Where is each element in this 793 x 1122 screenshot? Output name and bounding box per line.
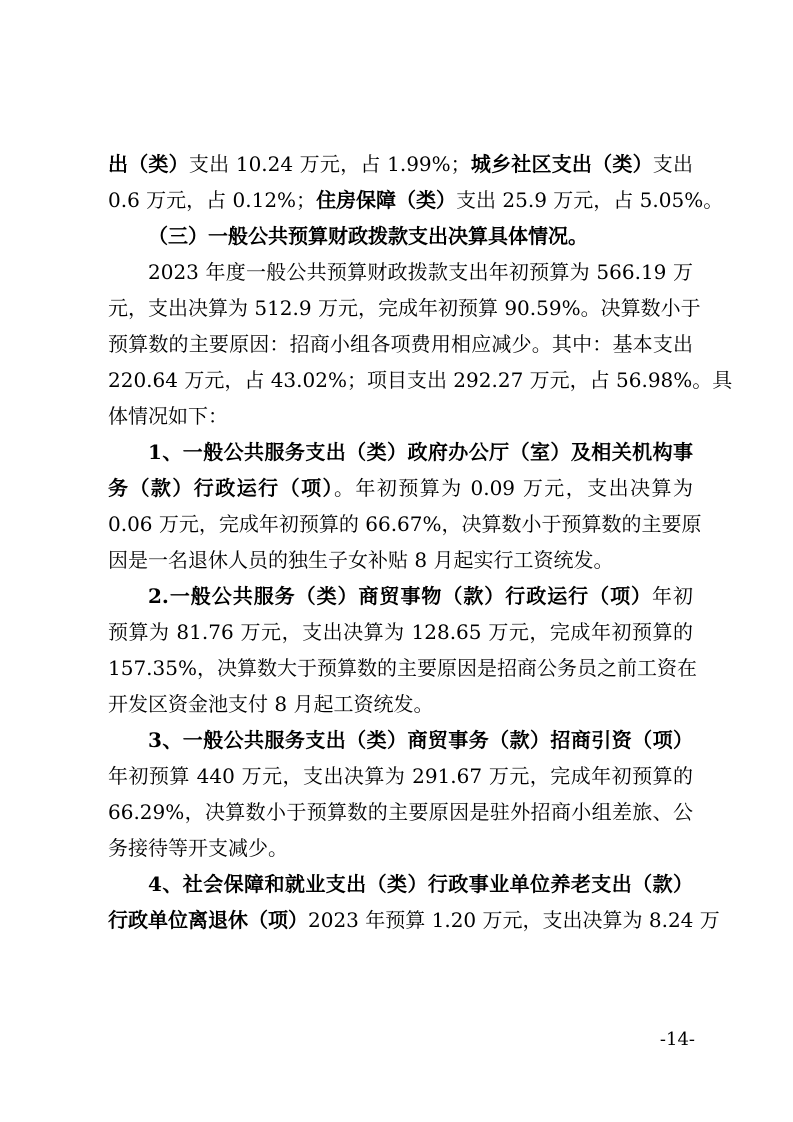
text-segment: 支出 25.9 万元，占 5.05%。 — [456, 188, 724, 212]
text-line — [108, 578, 693, 614]
text-line — [108, 290, 701, 326]
page-number: -14- — [659, 1029, 695, 1050]
text-line — [108, 218, 693, 254]
bold-text-segment: （三）一般公共预算财政拨款支出决算具体情况。 — [148, 224, 588, 248]
text-line — [108, 434, 693, 470]
text-line — [108, 470, 693, 506]
bold-text-segment: 1、一般公共服务支出（类）政府办公厅（室）及相关机构事 — [148, 440, 693, 464]
text-segment: 预算为 81.76 万元，支出决算为 128.65 万元，完成年初预算的 — [108, 620, 693, 644]
text-segment: 元，支出决算为 512.9 万元，完成年初预算 90.59%。决算数小于 — [108, 296, 701, 320]
text-segment: 因是一名退休人员的独生子女补贴 8 月起实行工资统发。 — [108, 548, 614, 572]
text-segment: 66.29%，决算数小于预算数的主要原因是驻外招商小组差旅、公 — [108, 800, 693, 824]
text-line — [108, 146, 693, 182]
text-segment: 预算数的主要原因：招商小组各项费用相应减少。其中：基本支出 — [108, 332, 693, 356]
text-line — [108, 326, 693, 362]
document-body — [108, 146, 733, 938]
text-segment: 。年初预算为 0.09 万元，支出决算为 — [333, 476, 694, 500]
text-line — [108, 254, 693, 290]
text-segment: 支出 — [652, 152, 694, 176]
text-line — [108, 902, 720, 938]
bold-text-segment: 4、社会保障和就业支出（类）行政事业单位养老支出（款） — [148, 872, 693, 896]
text-segment: 0.6 万元，占 0.12%； — [108, 188, 317, 212]
text-segment: 0.06 万元，完成年初预算的 66.67%，决算数小于预算数的主要原 — [108, 512, 702, 536]
bold-text-segment: 出（类） — [108, 152, 189, 176]
bold-text-segment: 住房保障（类） — [316, 188, 457, 212]
text-line — [108, 650, 697, 686]
text-line — [108, 866, 693, 902]
text-line — [108, 686, 693, 722]
text-segment: 157.35%，决算数大于预算数的主要原因是招商公务员之前工资在 — [108, 656, 697, 680]
text-line — [108, 794, 693, 830]
text-segment: 年初 — [652, 584, 693, 608]
text-segment: 2023 年度一般公共预算财政拨款支出年初预算为 566.19 万 — [148, 260, 693, 284]
bold-text-segment: 城乡社区支出（类） — [470, 152, 653, 176]
text-segment: 220.64 万元，占 43.02%；项目支出 292.27 万元，占 56.98%。具 — [108, 368, 733, 392]
text-segment: 务接待等开支减少。 — [108, 836, 288, 860]
bold-text-segment: 3、一般公共服务支出（类）商贸事务（款）招商引资（项） — [148, 728, 693, 752]
text-segment: 支出 10.24 万元，占 1.99%； — [188, 152, 471, 176]
text-line — [108, 614, 693, 650]
text-segment: 体情况如下： — [108, 404, 228, 428]
text-segment: 开发区资金池支付 8 月起工资统发。 — [108, 692, 434, 716]
text-line — [108, 362, 733, 398]
text-line — [108, 506, 702, 542]
bold-text-segment: 行政单位离退休（项） — [108, 908, 308, 932]
text-segment: 年初预算 440 万元，支出决算为 291.67 万元，完成年初预算的 — [108, 764, 693, 788]
text-line — [108, 830, 693, 866]
text-line — [108, 542, 693, 578]
bold-text-segment: 务（款）行政运行（项） — [108, 476, 334, 500]
text-line — [108, 722, 693, 758]
bold-text-segment: 2.一般公共服务（类）商贸事物（款）行政运行（项） — [148, 584, 653, 608]
text-line — [108, 398, 693, 434]
text-line — [108, 182, 724, 218]
text-line — [108, 758, 693, 794]
text-segment: 2023 年预算 1.20 万元，支出决算为 8.24 万 — [308, 908, 720, 932]
